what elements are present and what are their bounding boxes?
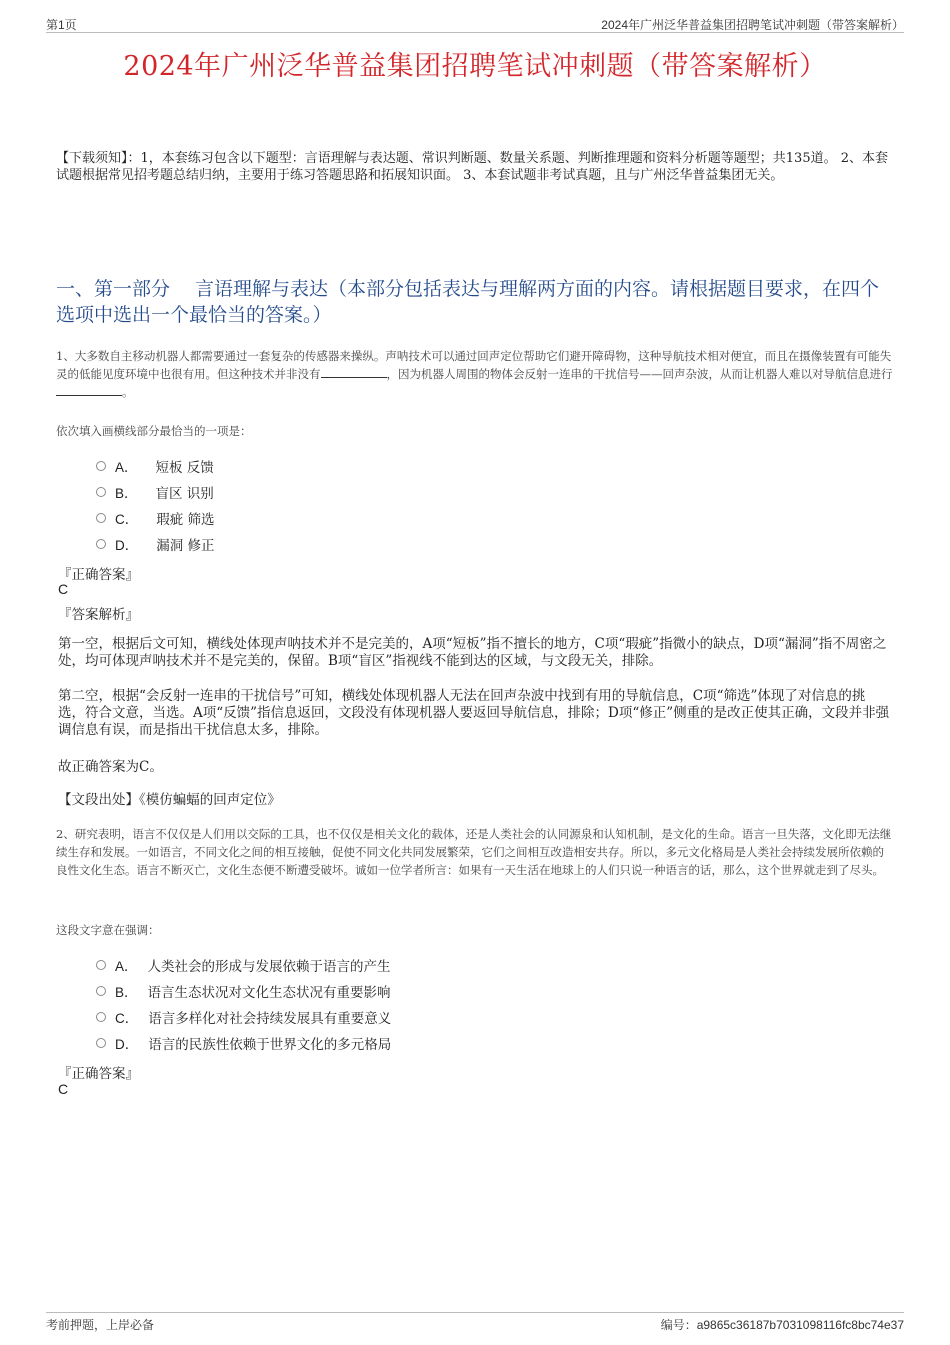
option-c[interactable]: C． 瑕疵 筛选 [96, 505, 215, 531]
radio-icon[interactable] [96, 960, 106, 970]
answer-heading: 『正确答案』 [58, 567, 139, 583]
page-header [46, 14, 904, 33]
header-doc-title: 2024年广州泛华普益集团招聘笔试冲刺题（带答案解析） [601, 18, 904, 32]
answer-value: C [58, 1081, 69, 1097]
radio-icon[interactable] [96, 461, 106, 471]
question-1-text: 1、大多数自主移动机器人都需要通过一套复杂的传感器来操纵。声呐技术可以通过回声定位帮助它们避开障碍物，这种导航技术相对便宜，而且在摄像装置有可能失灵的低能见度环境中也很有用。但这种技术并非没有 ，因为机器人周围的物体会反射一连串的干扰信号——回声杂波，从而让机器人难以对导航信息进行。 [56, 349, 893, 399]
download-notice: 【下载须知】：1，本套练习包含以下题型：言语理解与表达题、常识判断题、数量关系题、判断推理题和资料分析题等题型；共135道。 2、本套试题根据常见招考题总结归纳，主要用于练习答题思路和拓展知识面。 3、本套试题非考试真题，且与广州泛华普益集团无关。 [56, 151, 888, 183]
page-number: 第1页 [46, 18, 77, 32]
question-2-prompt: 这段文字意在强调： [56, 923, 160, 937]
option-c[interactable]: C． 语言多样化对社会持续发展具有重要意义 [96, 1004, 391, 1030]
page-footer [46, 1312, 904, 1332]
radio-icon[interactable] [96, 1012, 106, 1022]
section-heading: 一、第一部分 言语理解与表达（本部分包括表达与理解两方面的内容。请根据题目要求，在四个选项中选出一个最恰当的答案。） [56, 278, 880, 326]
answer-value: C [58, 581, 69, 597]
analysis-heading: 『答案解析』 [58, 607, 139, 623]
option-a[interactable]: A． 人类社会的形成与发展依赖于语言的产生 [96, 952, 391, 978]
question-1-options [96, 453, 215, 557]
question-1-prompt: 依次填入画横线部分最恰当的一项是： [56, 424, 252, 438]
answer-heading: 『正确答案』 [58, 1066, 139, 1082]
option-d[interactable]: D． 语言的民族性依赖于世界文化的多元格局 [96, 1030, 391, 1056]
option-b[interactable]: B． 语言生态状况对文化生态状况有重要影响 [96, 978, 391, 1004]
footer-slogan: 考前押题，上岸必备 [46, 1318, 155, 1332]
blank-2 [56, 384, 122, 396]
option-b[interactable]: B． 盲区 识别 [96, 479, 215, 505]
footer-serial: 编号：a9865c36187b7031098116fc8bc74e37 [660, 1318, 904, 1332]
question-2-text: 2、研究表明，语言不仅仅是人们用以交际的工具，也不仅仅是相关文化的载体，还是人类社会的认同源泉和认知机制，是文化的生命。语言一旦失落，文化即无法继续生存和发展。一如语言，不同文化之间的相互接触，促使不同文化共同发展繁荣，它们之间相互改造相安共存。所以，多元文化格局是人类社会持续发展所依赖的良性文化生态。语言不断灭亡，文化生态便不断遭受破坏。诚如一位学者所言：如果有一天生活在地球上的人们只说一种语言的话，那么，这个世界就走到了尽头。 [56, 827, 892, 877]
radio-icon[interactable] [96, 986, 106, 996]
option-d[interactable]: D． 漏洞 修正 [96, 531, 215, 557]
radio-icon[interactable] [96, 539, 106, 549]
analysis-conclusion: 故正确答案为C。 [58, 759, 163, 775]
document-title: 2024年广州泛华普益集团招聘笔试冲刺题（带答案解析） [123, 51, 827, 82]
analysis-paragraph-1: 第一空，根据后文可知，横线处体现声呐技术并不是完美的，A项“短板”指不擅长的地方，C项“瑕疵”指微小的缺点，D项“漏洞”指不周密之处，均可体现声呐技术并不是完美的，保留。B项“盲区”指视线不能到达的区域，与文段无关，排除。 [58, 636, 887, 669]
radio-icon[interactable] [96, 1038, 106, 1048]
radio-icon[interactable] [96, 513, 106, 523]
question-2-options [96, 952, 391, 1056]
source-note: 【文段出处】《模仿蝙蝠的回声定位》 [58, 792, 281, 808]
option-a[interactable]: A． 短板 反馈 [96, 453, 215, 479]
analysis-paragraph-2: 第二空，根据“会反射一连串的干扰信号”可知，横线处体现机器人无法在回声杂波中找到有用的导航信息，C项“筛选”体现了对信息的挑选，符合文意，当选。A项“反馈”指信息返回，文段没有体现机器人要返回导航信息，排除；D项“修正”侧重的是改正使其正确，文段并非强调信息有误，而是指出干扰信息太多，排除。 [58, 688, 890, 738]
blank-1 [321, 366, 387, 378]
radio-icon[interactable] [96, 487, 106, 497]
